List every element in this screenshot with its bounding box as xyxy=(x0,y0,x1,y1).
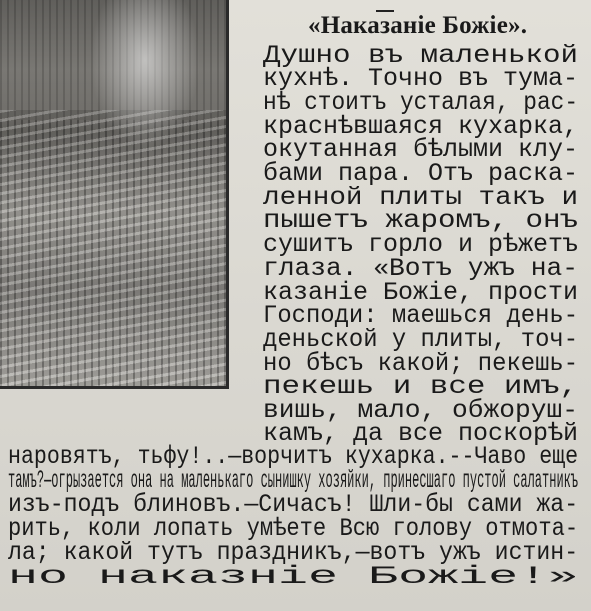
text-line: казаніе Божіе, прости xyxy=(263,278,579,307)
text-line: пекешь и все имъ, xyxy=(263,372,579,401)
text-line: тамъ?—огрызается она на маленькаго сынишку хозяйки, принесшаго пустой салатникъ xyxy=(8,466,579,495)
article-title: «Наказаніе Божіе». xyxy=(308,12,528,39)
text-line: ла; какой тутъ праздникъ,—вотъ ужъ истин- xyxy=(8,538,579,567)
kitchen-photo xyxy=(0,0,229,389)
photo-floor xyxy=(0,110,226,389)
text-line: кухнѣ. Точно въ тума- xyxy=(263,64,579,93)
text-line: бами пара. Отъ раска- xyxy=(263,159,579,188)
text-line: деньской у плиты, точ- xyxy=(263,325,579,354)
text-line: вишь, мало, обжоруш- xyxy=(263,396,579,425)
text-line: сушитъ горло и рѣжетъ xyxy=(263,230,579,259)
photo-light xyxy=(90,0,200,150)
text-line: камъ, да все поскорѣй xyxy=(263,419,579,448)
text-line: но бѣсъ какой; пекешь- xyxy=(263,349,579,378)
text-line: изъ-подъ блиновъ.—Сичасъ! Шли-бы сами жа- xyxy=(8,490,579,519)
text-line: нѣ стоитъ усталая, рас- xyxy=(263,88,579,117)
text-line: но наказніе Божіе!» xyxy=(8,562,579,591)
text-line: глаза. «Вотъ ужъ на- xyxy=(263,254,579,283)
text-line: окутанная бѣлыми клу- xyxy=(263,135,579,164)
text-line: Душно въ маленькой xyxy=(263,41,579,70)
text-line: ленной плиты такъ и xyxy=(263,183,579,212)
text-line: пышетъ жаромъ, онъ xyxy=(263,206,579,235)
text-line: рить, коли лопать умѣете Всю голову отмота- xyxy=(8,514,579,543)
text-line: наровятъ, тьфу!..—ворчитъ кухарка.--Чаво еще xyxy=(8,442,579,471)
text-line: Господи: маешься день- xyxy=(263,301,579,330)
text-line: краснѣвшаяся кухарка, xyxy=(263,112,579,141)
